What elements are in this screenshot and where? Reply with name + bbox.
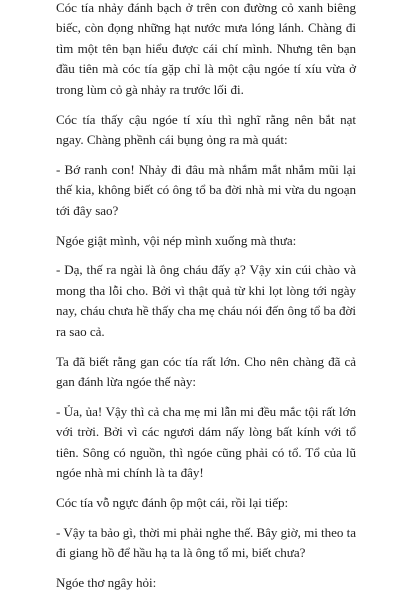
paragraph-10: Ngóe thơ ngây hỏi: xyxy=(56,575,157,591)
paragraph-7: - Ủa, ủa! Vậy thì cả cha mẹ mi lẫn mi đều mắc tội rất lớn với trời. Bởi vì các ngươi dám nấy lòng bất kính với tổ tiên. Sông có nguồn, thì ngóe cũng phải có tổ. Tổ của lũ ngóe nhà mi chính là ta đây! xyxy=(56,403,356,481)
paragraph-9: - Vậy ta bảo gì, thời mi phải nghe thế. Bây giờ, mi theo ta đi giang hồ để hầu hạ ta là ông tổ mi, biết chưa? xyxy=(56,524,356,561)
paragraph-5: - Dạ, thế ra ngài là ông cháu đấy ạ? Vậy xin cúi chào và mong tha lỗi cho. Bởi vì thật quả từ khi lọt lòng tới ngày nay, cháu chưa hề thấy cha mẹ cháu nói đến ông tổ ba đời ra sao cả. xyxy=(56,262,356,339)
paragraph-3: - Bớ ranh con! Nhảy đi đâu mà nhắm mắt nhắm mũi lại thế kia, không biết có ông tổ ba đời nhà mi vừa du ngoạn tới đây sao? xyxy=(56,161,356,218)
paragraph-2: Cóc tía thấy cậu ngóe tí xíu thì nghĩ rằng nên bắt nạt ngay. Chàng phềnh cái bụng ỏng ra mà quát: xyxy=(56,111,356,147)
paragraph-6: Ta đã biết rằng gan cóc tía rất lớn. Cho nên chàng đã cả gan đánh lừa ngóe thế này: xyxy=(56,353,356,389)
story-text xyxy=(56,0,356,594)
paragraph-8: Cóc tía vỗ ngực đánh ộp một cái, rồi lại tiếp: xyxy=(56,495,289,511)
paragraph-4: Ngóe giật mình, vội nép mình xuống mà thưa: xyxy=(56,232,297,248)
paragraph-1: Cóc tía nhảy đánh bạch ở trên con đường cỏ xanh biêng biếc, còn đọng những hạt nước mưa lóng lánh. Chàng đi tìm một tên bạn hiểu được cái chí mình. Nhưng tên bạn đầu tiên mà cóc tía gặp chỉ là một cậu ngóe tí xíu vừa ở trong lùm cỏ gà nhảy ra trước lối đi. xyxy=(56,0,356,97)
